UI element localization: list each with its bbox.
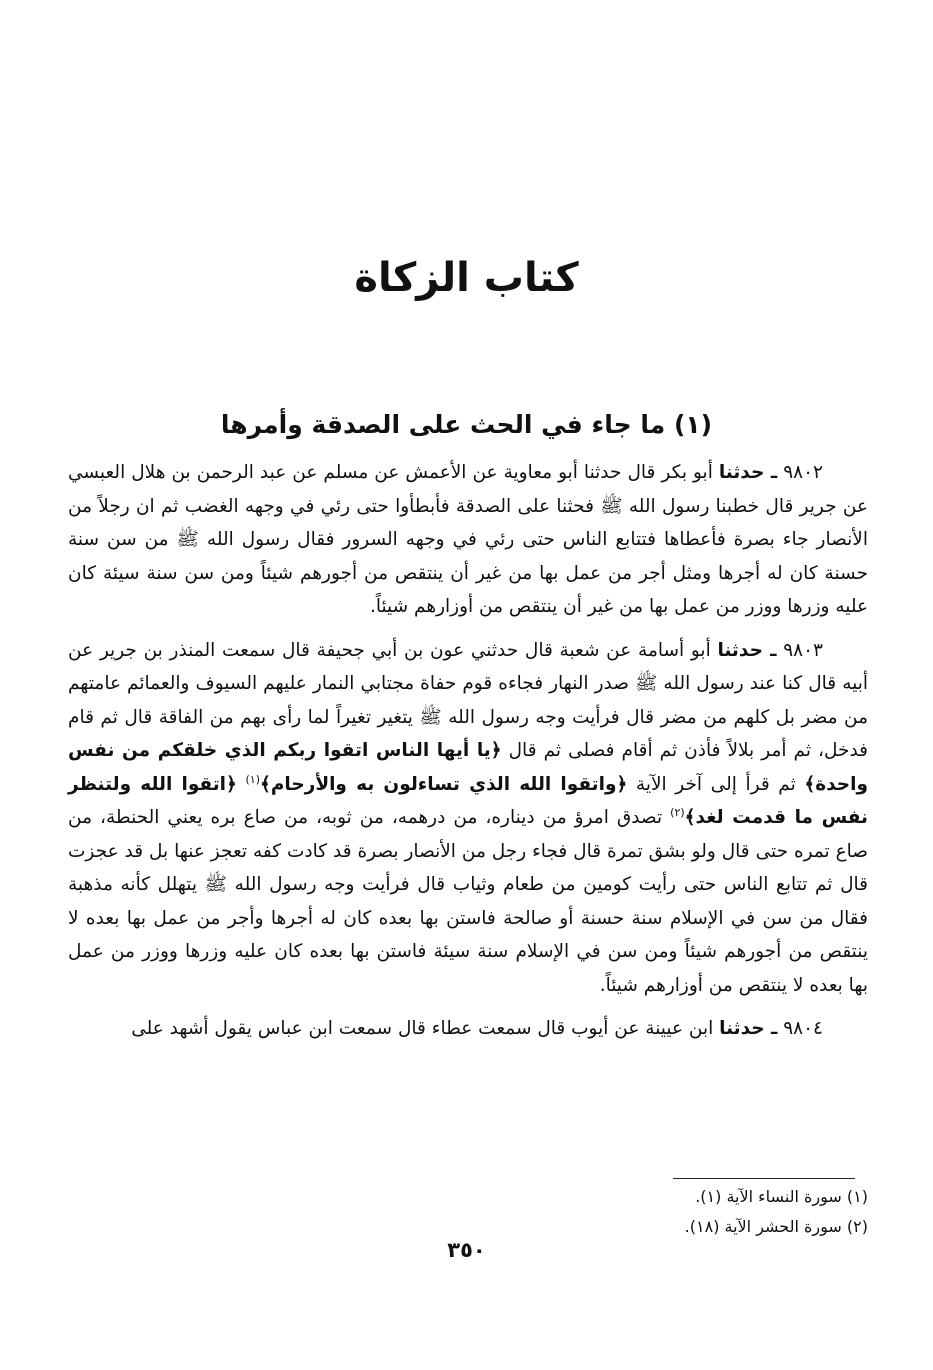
hadith-number: ٩٨٠٤	[783, 1018, 823, 1039]
footnote: (١) سورة النساء الآية (١).	[695, 1187, 868, 1206]
section-title: (١) ما جاء في الحث على الصدقة وأمرها	[220, 410, 713, 439]
hadith-text: أبو أسامة عن شعبة قال حدثني عون بن أبي جحيفة قال سمعت المنذر بن جرير عن أبيه قال كنا عند رسول الله ﷺ صدر النهار فجاءه قوم حفاة مجتابي النمار عليهم السيوف والعمائم عامتهم من مضر بل كلهم من مضر قال فرأيت وجه رسول الله ﷺ يتغير تغيراً لما رأى بهم من الفاقة قال ثم قام فدخل، ثم أمر بلالاً فأذن ثم أقام فصلى ثم قال	[68, 639, 869, 761]
hadith-9804	[68, 1012, 868, 1046]
hadith-text: ابن عيينة عن أيوب قال سمعت عطاء قال سمعت ابن عباس يقول أشهد على	[131, 1018, 720, 1039]
hadith-lead: ـ حدثنا	[719, 1018, 778, 1039]
hadith-text: أبو بكر قال حدثنا أبو معاوية عن الأعمش عن مسلم عن عبد الرحمن بن هلال العبسي عن جرير قال خطبنا رسول الله ﷺ فحثنا على الصدقة فأبطأوا حتى رئي في وجهه الغضب ثم ان رجلاً من الأنصار جاء بصرة فأعطاها فتتابع الناس حتى رئي في وجهه السرور فقال رسول الله ﷺ من سن سنة حسنة كان له أجرها ومثل أجر من عمل بها من غير أن ينتقص من أجورهم شيئاً ومن سن سنة سيئة كان عليه وزرها ووزر من عمل بها من غير أن ينتقص من أوزارهم شيئاً.	[68, 462, 868, 617]
hadith-text: تصدق امرؤ من ديناره، من درهمه، من ثوبه، من صاع بره يعني الحنطة، من صاع تمره حتى قال ولو بشق تمرة قال فجاء رجل من الأنصار بصرة قد كادت كفه تعجز عنها بل قد عجزت قال ثم تتابع الناس حتى رأيت كومين من طعام وثياب قال فرأيت وجه رسول الله ﷺ يتهلل كأنه مذهبة فقال من سن في الإسلام سنة حسنة أو صالحة فاستن بها بعده كان له أجرها وأجر من عمل بها بعده لا ينتقص من أجورهم شيئاً ومن سن في الإسلام سنة سيئة فاستن بها بعده كان عليه وزرها ووزر من عمل بها بعده لا ينتقص من أوزارهم شيئاً.	[68, 807, 868, 996]
hadith-9802	[68, 456, 868, 624]
hadith-lead: ـ حدثنا	[717, 639, 777, 661]
quran-verse: ﴿واتقوا الله الذي تساءلون به والأرحام﴾	[259, 773, 628, 795]
quran-verse: ﴿يا أيها الناس اتقوا ربكم الذي خلقكم من نفس واحدة﴾	[68, 740, 868, 795]
hadith-lead: ـ حدثنا	[718, 462, 778, 483]
footnote-marker: (٢)	[670, 805, 685, 819]
footnote-divider	[673, 1178, 855, 1179]
body-text	[68, 456, 868, 1056]
book-title: كتاب الزكاة	[354, 255, 579, 301]
footnotes	[68, 1182, 868, 1242]
hadith-number: ٩٨٠٢	[783, 462, 823, 483]
hadith-text: ثم قرأ إلى آخر الآية	[627, 773, 805, 795]
hadith-number: ٩٨٠٣	[783, 639, 823, 661]
quran-verse: ﴿اتقوا الله ولتنظر نفس ما قدمت لغد﴾	[68, 773, 869, 828]
footnote-marker: (١)	[245, 772, 260, 786]
page-number: ٣٥٠	[447, 1238, 486, 1262]
footnote: (٢) سورة الحشر الآية (١٨).	[684, 1217, 868, 1236]
hadith-9803	[68, 634, 868, 1003]
